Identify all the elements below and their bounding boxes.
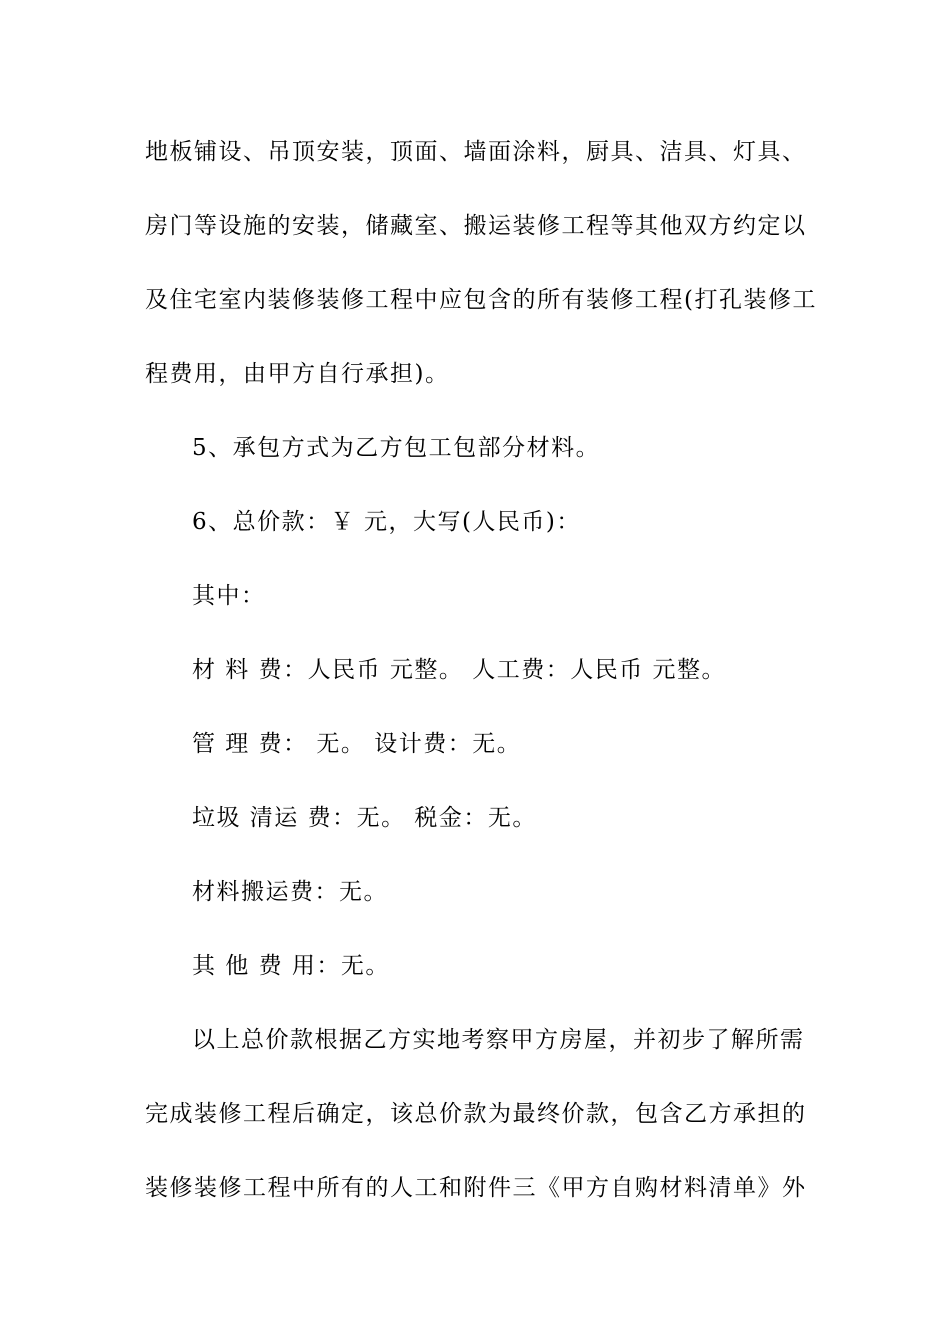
paragraph-line-1: 地板铺设、吊顶安装，顶面、墙面涂料，厨具、洁具、灯具、 — [145, 139, 807, 165]
clause-5-contract-method: 5、承包方式为乙方包工包部分材料。 — [192, 435, 601, 461]
material-transport-fee-line: 材料搬运费：无。 — [192, 879, 388, 905]
breakdown-heading: 其中： — [192, 583, 266, 609]
clause-6-total-price: 6、总价款：￥ 元，大写(人民币)： — [192, 509, 581, 535]
paragraph-line-4: 程费用，由甲方自行承担)。 — [145, 361, 450, 387]
paragraph-total-price-line-1: 以上总价款根据乙方实地考察甲方房屋，并初步了解所需 — [192, 1027, 805, 1053]
waste-tax-fee-line: 垃圾 清运 费：无。 税金：无。 — [192, 805, 537, 831]
paragraph-line-3: 及住宅室内装修装修工程中应包含的所有装修工程(打孔装修工 — [145, 287, 817, 313]
paragraph-line-2: 房门等设施的安装，储藏室、搬运装修工程等其他双方约定以 — [145, 213, 807, 239]
other-fee-line: 其 他 费 用：无。 — [192, 953, 390, 979]
material-labor-fee-line: 材 料 费：人民币 元整。 人工费：人民币 元整。 — [192, 657, 727, 683]
management-design-fee-line: 管 理 费： 无。 设计费：无。 — [192, 731, 522, 757]
paragraph-total-price-line-3: 装修装修工程中所有的人工和附件三《甲方自购材料清单》外 — [145, 1175, 807, 1201]
paragraph-total-price-line-2: 完成装修工程后确定，该总价款为最终价款，包含乙方承担的 — [145, 1101, 807, 1127]
